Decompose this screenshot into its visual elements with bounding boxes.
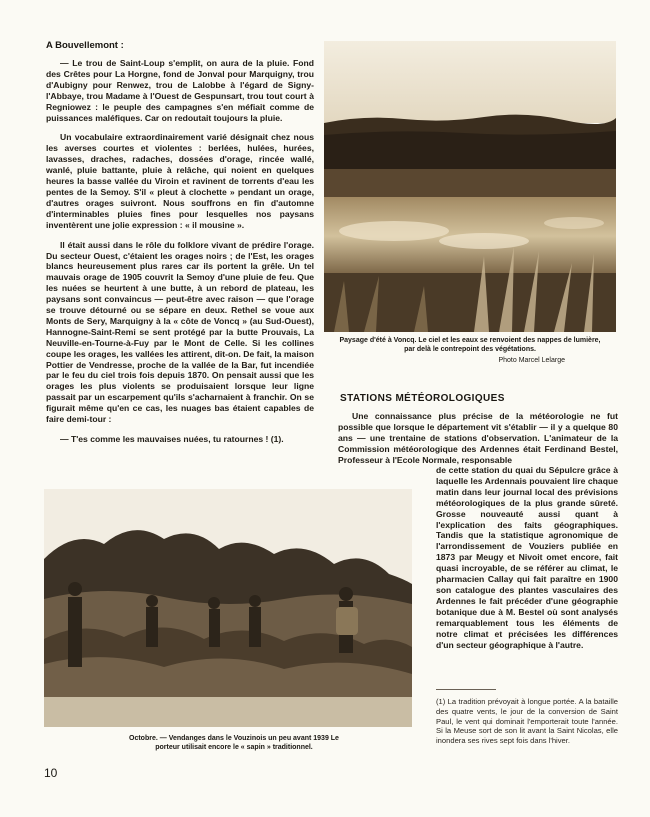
vendanges-caption-month: Octobre. bbox=[129, 735, 158, 742]
vendanges-photo bbox=[44, 489, 412, 727]
paragraph-folklore-orage: Il était aussi dans le rôle du folklore vivant de prédire l'orage. Du secteur Ouest, c'étaient les orages noirs ; de l'Est, les orages blancs heureusement plus rares car ils portent la grêle. Un tel mauvais orage de 1905 couvrit la Semoy d'une pluie de feu. Que les nuées se heurtent à une butte, à un rebord de plateau, les paysans sont convaincus — peut-être avec raison — que l'orage se trouve détourné ou se sépare en deux. Rethel se voue aux Monts de Sery, Marquigny à la « côte de Voncq » (au Sud-Ouest), Hannogne-Saint-Remi se sent protégé par la butte Prouvais, La Neuville-en-Tourne-à-Fuy par le Mont de Celle. Si les collines coupe les orages, les vallées les attirent, dit-on. De fait, la maison Pottier de Vendresse, proche de la vallée de la Bar, fut incendiée par le feu du ciel trois fois depuis 1870. On pensait aussi que les orages les plus violents se produisaient lorsque leur ligne passait par un escarpement qu'ils s'acharnaient à franchir. On se figurait même qu'en ce cas, les nuages bas étaient capables de faire demi-tour : bbox=[46, 239, 314, 425]
stations-paragraph-intro: Une connaissance plus précise de la météorologie ne fut possible que lorsque le département vit s'établir — il y a quelque 80 ans — une trentaine de stations d'observation. L'animateur de la Commission météorologique des Ardennes était Ferdinand Bestel, Professeur à l'Ecole Normale, responsable bbox=[338, 411, 618, 465]
landscape-photo-caption: Paysage d'été à Voncq. Le ciel et les eaux se renvoient des nappes de lumière, par delà le contrepoint des végétations. bbox=[339, 337, 601, 353]
footnote-text: (1) La tradition prévoyait à longue portée. A la bataille des quatre vents, le jour de la conversion de Saint Paul, le vent qui dominait l'emporterait toute l'année. Si la Meuse sort de son lit avant la Saint Nicolas, elle inondera ses rives sept fois dans l'hiver. bbox=[436, 697, 618, 746]
landscape-photo-image bbox=[324, 41, 616, 332]
footnote-divider bbox=[436, 689, 496, 690]
stations-section-title: STATIONS MÉTÉOROLOGIQUES bbox=[340, 393, 505, 404]
vendanges-photo-image bbox=[44, 489, 412, 727]
landscape-photo-voncq bbox=[324, 41, 616, 332]
landscape-photo-credit: Photo Marcel Lelarge bbox=[498, 357, 565, 364]
left-column bbox=[46, 40, 314, 454]
vendanges-caption-text: — Vendanges dans le Vouzinois un peu avant 1939 Le porteur utilisait encore le « sapin » traditionnel. bbox=[155, 735, 339, 751]
paragraph-vocabulaire: Un vocabulaire extraordinairement varié désignait chez nous les averses courtes et violentes : berlées, hulées, hurées, lavasses, draches, radaches, dossées d'orage, rincée wallé, wanlé, pluie battante, pluie à relâche, qui noient en quelques heures la basse vallée du Viroin et ravinent de torrents d'eau les pentes de la Semoy. S'il « pleut à clochette » pendant un orage, d'autres orages suivront. Nous souffrons en fin d'automne d'interminables pluies fines pour lesquelles nos paysans inventèrent une jolie expression : « il mousine ». bbox=[46, 132, 314, 230]
section-heading-bouvellemont: A Bouvellemont : bbox=[46, 40, 124, 51]
paragraph-trou-saint-loup: — Le trou de Saint-Loup s'emplit, on aura de la pluie. Fond des Crêtes pour La Horgne, fond de Jonval pour Marquigny, trou d'Aubigny pour Renwez, trou de Lalobbe à l'égard de Signy-l'Abbaye, trou Madame à l'Ouest de Gespunsart, trou tout court à Regniowez : le peuple des campagnes s'en méfiait comme de puissances maléfiques. Car on redoutait toujours la pluie. bbox=[46, 58, 314, 123]
stations-paragraph-bestel: de cette station du quai du Sépulcre grâce à laquelle les Ardennais pouvaient lire chaque matin dans leur journal local des prévisions météorologiques de la plus grande sûreté. Grosse nouveauté aussi quant à l'explication des faits géographiques. Tandis que la statistique agronomique de l'arrondissement de Vouziers publiée en 1873 par Meugy et Nivoit omet encore, fait quasi incroyable, de se référer au climat, le pharmacien Callay qui fait paraître en 1900 son catalogue des plantes vasculaires des Ardennes le fait précéder d'une géographie botanique due à M. Bestel où sont analysés remarquablement tous les éléments de notre climat et précisées les différences d'un secteur géographique à l'autre. bbox=[436, 465, 618, 650]
vendanges-photo-caption bbox=[124, 734, 344, 752]
page-number: 10 bbox=[44, 766, 58, 780]
paragraph-mauvaises-nuees: — T'es comme les mauvaises nuées, tu ratournes ! (1). bbox=[60, 434, 284, 444]
